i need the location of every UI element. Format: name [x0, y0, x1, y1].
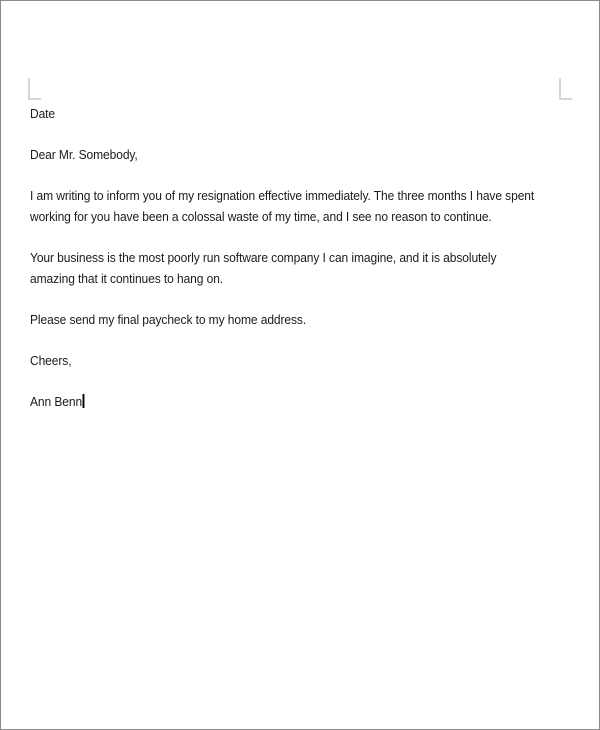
body-paragraph-2: Your business is the most poorly run software company I can imagine, and it is absolutely amazing that it continues to hang on.	[30, 251, 497, 286]
body-paragraph-1: I am writing to inform you of my resignation effective immediately. The three months I have spent working for you have been a colossal waste of my time, and I see no reason to continue.	[30, 189, 535, 224]
date-line: Date	[30, 107, 56, 121]
letter-text-area[interactable]	[30, 104, 536, 413]
signature-name: Ann Benn	[30, 395, 83, 409]
body-paragraph-3: Please send my final paycheck to my home address.	[30, 313, 307, 327]
salutation-line: Dear Mr. Somebody,	[30, 148, 138, 162]
margin-corner-mark-icon	[559, 78, 572, 100]
closing-line: Cheers,	[30, 354, 72, 368]
margin-corner-mark-icon	[28, 78, 41, 100]
signature-row	[30, 392, 536, 413]
